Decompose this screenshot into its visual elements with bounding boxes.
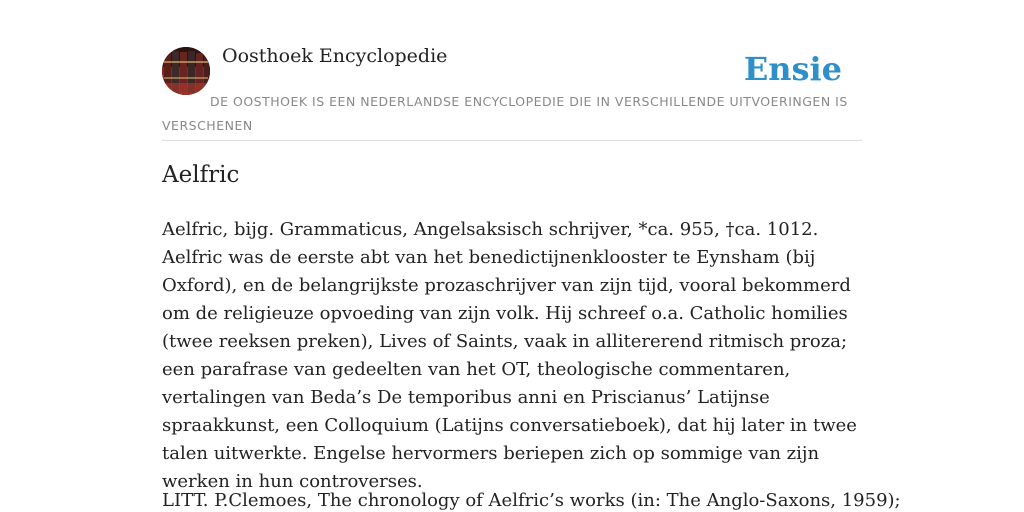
site-header — [162, 0, 862, 141]
ensie-logo-link[interactable]: Ensie — [743, 50, 842, 88]
encyclopedia-books-avatar-icon[interactable] — [162, 47, 210, 95]
page-container — [162, 0, 901, 511]
article-references: LITT. P.Clemoes, The chronology of Aelfric’s works (in: The Anglo-Saxons, 1959); — [162, 490, 901, 511]
site-title-link[interactable]: Oosthoek Encyclopedie — [222, 45, 448, 67]
article-body: Aelfric, bijg. Grammaticus, Angelsaksisch schrijver, *ca. 955, †ca. 1012. Aelfric was de eerste abt van het benedictijnenklooster te Eynsham (bij Oxford), en de belangrijkste prozaschrijver van zijn tijd, vooral bekommerd om de religieuze opvoeding van zijn volk. Hij schreef o.a. Catholic homilies (twee reeksen preken), Lives of Saints, vaak in allitererend ritmisch proza; een parafrase van gedeelten van het OT, theologische commentaren, vertalingen van Beda’s De temporibus anni en Priscianus’ Latijnse spraakkunst, een Colloquium (Latijns conversatieboek), dat hij later in twee talen uitwerkte. Engelse hervormers beriepen zich op sommige van zijn werken in hun controverses. — [162, 219, 857, 492]
article-title: Aelfric — [162, 162, 240, 188]
site-tagline: DE OOSTHOEK IS EEN NEDERLANDSE ENCYCLOPEDIE DIE IN VERSCHILLENDE UITVOERINGEN IS VERSCHENEN — [162, 94, 848, 133]
